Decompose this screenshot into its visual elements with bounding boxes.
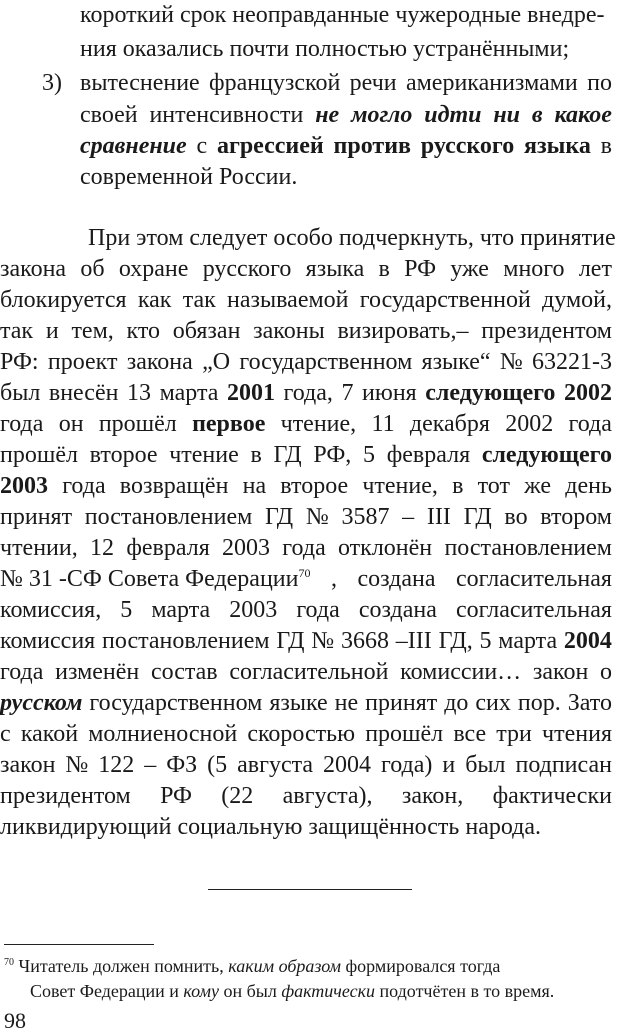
paragraph-line-1: При этом следует особо подчеркнуть, что принятие — [88, 225, 616, 251]
list-item-3-line-3: сравнение с агрессией против русского языка в — [80, 133, 612, 159]
list-item-3-line-2: своей интенсивности не могло идти ни в какое — [80, 102, 612, 128]
paragraph-line-6: был внесён 13 марта 2001 года, 7 июня следующего 2002 — [0, 380, 612, 406]
paragraph-line-19: президентом РФ (22 августа), закон, фактически — [0, 783, 612, 809]
footnote-number: 70 — [4, 957, 14, 968]
footnote-line-2: Совет Федерации и кому он был фактически подотчётен в то время. — [30, 981, 555, 1001]
list-item-2-line-2: ния оказались почти полностью устранёнными; — [80, 36, 570, 62]
paragraph-line-10: принят постановлением ГД № 3587 – III ГД во втором — [0, 504, 612, 530]
footnote-ref[interactable]: 70 — [298, 566, 311, 580]
section-divider — [208, 889, 412, 890]
paragraph-line-16: русском государственном языке не принят до сих пор. Зато — [0, 690, 612, 716]
list-item-3-label: 3) — [42, 70, 62, 96]
paragraph-line-3: блокируется как так называемой государственной думой, — [0, 287, 612, 313]
paragraph-line-20: ликвидирующий социальную защищённость народа. — [0, 814, 542, 840]
list-item-3-line-1: вытеснение французской речи американизмами по — [80, 70, 612, 96]
paragraph-line-9: 2003 года возвращён на второе чтение, в тот же день — [0, 473, 612, 499]
paragraph-line-8: прошёл второе чтение в ГД РФ, 5 февраля следующего — [0, 442, 612, 468]
paragraph-line-17: с какой молниеносной скоростью прошёл все три чтения — [0, 721, 612, 747]
paragraph-line-12: № 31 -СФ Совета Федерации$^{70}$ , создана согласительная — [0, 566, 612, 592]
paragraph-line-18: закон № 122 – ФЗ (5 августа 2004 года) и был подписан — [0, 752, 612, 778]
paragraph-line-14: комиссия постановлением ГД № 3668 –III ГД, 5 марта 2004 — [0, 628, 612, 654]
footnote-divider — [4, 944, 154, 945]
paragraph-line-4: так и тем, кто обязан законы визировать,– президентом — [0, 318, 612, 344]
paragraph-line-13: комиссия, 5 марта 2003 года создана согласительная — [0, 597, 612, 623]
list-item-3-line-4: современной России. — [80, 164, 298, 190]
paragraph-line-2: закона об охране русского языка в РФ уже много лет — [0, 256, 612, 282]
list-item-2-line-1: короткий срок неоправданные чужеродные внедре- — [80, 2, 605, 28]
paragraph-line-15: года изменён состав согласительной комиссии… закон о — [0, 659, 612, 685]
footnote-line-1: $^{70}$ Читатель должен помнить, каким образом формировался тогда — [4, 956, 501, 976]
paragraph-line-5: РФ: проект закона „О государственном языке“ № 63221-3 — [0, 349, 612, 375]
paragraph-line-11: чтении, 12 февраля 2003 года отклонён постановлением — [0, 535, 612, 561]
page-number: 98 — [4, 1008, 26, 1033]
paragraph-line-7: года он прошёл первое чтение, 11 декабря 2002 года — [0, 411, 612, 437]
